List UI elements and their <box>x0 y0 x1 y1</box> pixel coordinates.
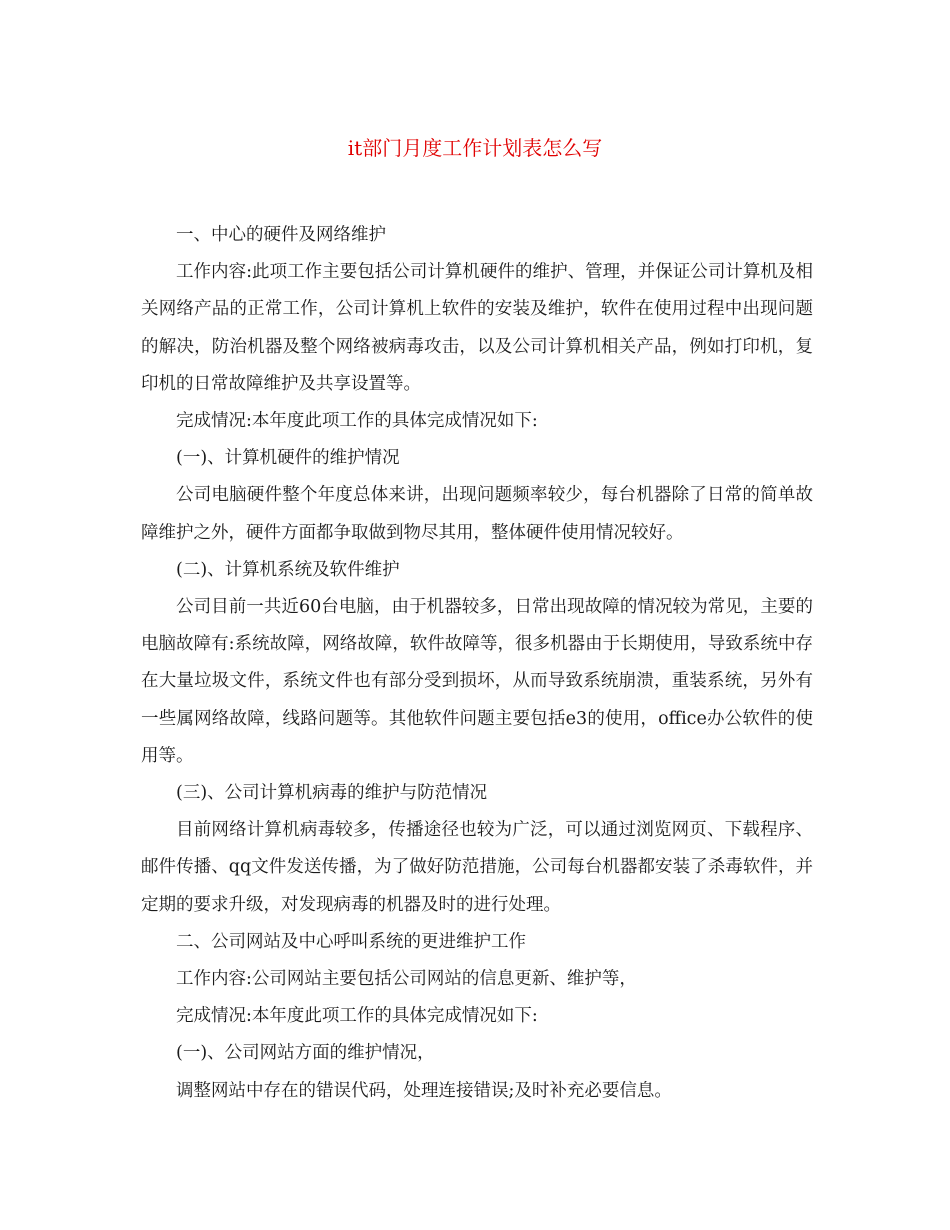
document-title: it部门月度工作计划表怎么写 <box>347 136 603 160</box>
paragraph: 工作内容:此项工作主要包括公司计算机硬件的维护、管理，并保证公司计算机及相关网络产品的正常工作，公司计算机上软件的安装及维护，软件在使用过程中出现问题的解决，防治机器及整个网络被病毒攻击，以及公司计算机相关产品，例如打印机，复印机的日常故障维护及共享设置等。 <box>141 262 813 394</box>
paragraph: 完成情况:本年度此项工作的具体完成情况如下: <box>176 411 538 432</box>
subsection-heading: (一)、公司网站方面的维护情况， <box>176 1043 435 1064</box>
paragraph: 完成情况:本年度此项工作的具体完成情况如下: <box>176 1006 538 1027</box>
subsection-heading: (一)、计算机硬件的维护情况 <box>176 448 400 469</box>
paragraph: 公司目前一共近60台电脑，由于机器较多，日常出现故障的情况较为常见，主要的电脑故障有:系统故障，网络故障，软件故障等，很多机器由于长期使用，导致系统中存在大量垃圾文件，系统文件也有部分受到损坏，从而导致系统崩溃，重装系统，另外有一些属网络故障，线路问题等。其他软件问题主要包括e3的使用，office办公软件的使用等。 <box>141 597 813 766</box>
subsection-heading: (二)、计算机系统及软件维护 <box>176 559 400 580</box>
paragraph: 目前网络计算机病毒较多，传播途径也较为广泛，可以通过浏览网页、下载程序、邮件传播、qq文件发送传播，为了做好防范措施，公司每台机器都安装了杀毒软件，并定期的要求升级，对发现病毒的机器及时的进行处理。 <box>141 820 813 915</box>
paragraph: 公司电脑硬件整个年度总体来讲，出现问题频率较少，每台机器除了日常的简单故障维护之外，硬件方面都争取做到物尽其用，整体硬件使用情况较好。 <box>141 485 813 543</box>
section-heading-1: 一、中心的硬件及网络维护 <box>176 225 386 245</box>
section-heading-2: 二、公司网站及中心呼叫系统的更进维护工作 <box>176 931 526 952</box>
subsection-heading: (三)、公司计算机病毒的维护与防范情况 <box>176 783 488 804</box>
paragraph: 调整网站中存在的错误代码，处理连接错误;及时补充必要信息。 <box>176 1080 672 1101</box>
document-body <box>141 217 813 1110</box>
paragraph: 工作内容:公司网站主要包括公司网站的信息更新、维护等， <box>176 969 637 990</box>
